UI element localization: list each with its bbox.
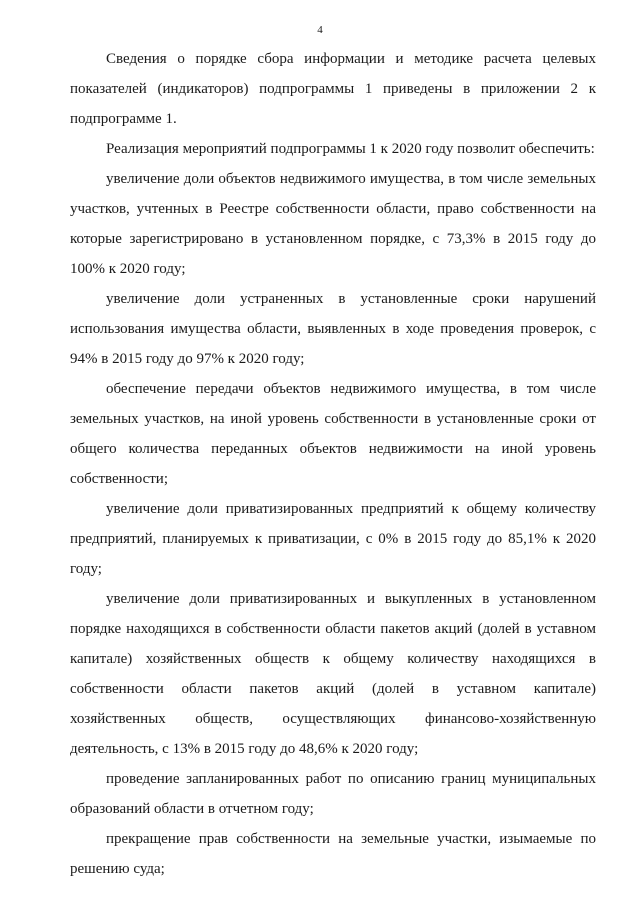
paragraph-implementation-intro: Реализация мероприятий подпрограммы 1 к 2020 году позволит обеспечить:	[106, 141, 595, 157]
paragraph-property-transfer: обеспечение передачи объектов недвижимого имущества, в том числе земельных участков, на иной уровень собственности в установленные сроки от общего количества переданных объектов недвижимости на иной уровень собственности;	[70, 381, 596, 487]
document-body	[70, 44, 596, 884]
paragraph-boundary-works: проведение запланированных работ по описанию границ муниципальных образований области в отчетном году;	[70, 771, 596, 817]
paragraph-land-rights-termination: прекращение прав собственности на земельные участки, изымаемые по решению суда;	[70, 831, 596, 877]
paragraph-violations-share: увеличение доли устраненных в установленные сроки нарушений использования имущества области, выявленных в ходе проведения проверок, с 94% в 2015 году до 97% к 2020 году;	[70, 291, 596, 367]
page-number: 4	[317, 24, 323, 36]
paragraph-info-collection: Сведения о порядке сбора информации и методике расчета целевых показателей (индикаторов) подпрограммы 1 приведены в приложении 2 к подпрограмме 1.	[70, 51, 596, 127]
paragraph-shares-privatized: увеличение доли приватизированных и выкупленных в установленном порядке находящихся в собственности области пакетов акций (долей в уставном капитале) хозяйственных обществ к общему количеству находящихся в собственности области пакетов акций (долей в уставном капитале) хозяйственных обществ, осуществляющих финансово-хозяйственную деятельность, с 13% в 2015 году до 48,6% к 2020 году;	[70, 591, 596, 757]
paragraph-privatized-enterprises: увеличение доли приватизированных предприятий к общему количеству предприятий, планируемых к приватизации, с 0% в 2015 году до 85,1% к 2020 году;	[70, 501, 596, 577]
paragraph-real-estate-share: увеличение доли объектов недвижимого имущества, в том числе земельных участков, учтенных в Реестре собственности области, право собственности на которые зарегистрировано в установленном порядке, с 73,3% в 2015 году до 100% к 2020 году;	[70, 171, 596, 277]
